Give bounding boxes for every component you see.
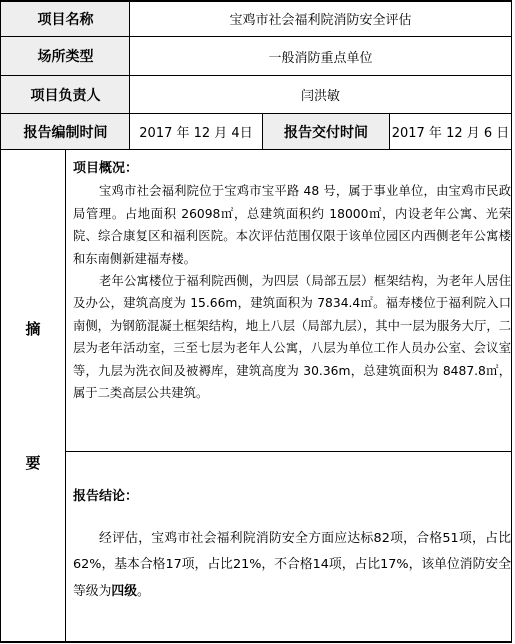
table-border	[0, 75, 512, 76]
table-border	[0, 36, 512, 37]
table-border	[0, 0, 512, 2]
manager-label: 项目负责人	[1, 76, 130, 113]
overview-paragraph-2: 老年公寓楼位于福利院西侧，为四层（局部五层）框架结构，为老年人居住及办公，建筑高度为 15.66m，建筑面积为 7834.4㎡。福寿楼位于福利院入口南侧，为钢筋混凝土框架结构，地上八层（局部九层），其中一层为服务大厅，二层为老年活动室，三至七层为老年人公寓，八层为单位工作人员办公室、会议室等，九层为洗衣间及被褥库，建筑高度为 30.36m，总建筑面积为 8487.8㎡，属于二类高层公共建筑。	[73, 274, 511, 401]
overview-paragraph-1: 宝鸡市社会福利院位于宝鸡市宝平路 48 号，属于事业单位，由宝鸡市民政局管理。占地面积 26098㎡，总建筑面积约 18000㎡，内设老年公寓、光荣院、综合康复区和福利医院。本次评估范围仅限于该单位园区内西侧老年公寓楼和东南侧新建福寿楼。	[73, 184, 511, 266]
safety-grade: 四级	[111, 583, 137, 599]
conclusion-heading: 报告结论：	[73, 489, 139, 504]
compile-time-value: 2017 年 12 月 4日	[139, 126, 253, 141]
site-type-label: 场所类型	[1, 37, 130, 75]
table-border	[0, 641, 512, 643]
table-border	[511, 0, 512, 643]
project-overview	[73, 158, 511, 404]
table-border	[0, 0, 1, 643]
site-type-value: 一般消防重点单位	[268, 50, 373, 66]
table-border	[389, 113, 390, 150]
table-border	[0, 149, 512, 150]
conclusion-end: 。	[136, 583, 150, 599]
table-border	[129, 0, 130, 150]
summary-label-bottom: 要	[25, 454, 41, 472]
table-border	[65, 149, 66, 643]
table-border	[262, 113, 263, 150]
project-name-label: 项目名称	[1, 1, 130, 36]
compile-time-label: 报告编制时间	[1, 114, 130, 149]
project-name-value: 宝鸡市社会福利院消防安全评估	[229, 13, 412, 28]
delivery-time-label: 报告交付时间	[263, 114, 389, 149]
report-conclusion	[73, 484, 511, 605]
conclusion-text: 经评估，宝鸡市社会福利院消防安全方面应达标82项，合格51项，占比62%，基本合格17项，占比21%，不合格14项，占比17%，该单位消防安全等级为	[73, 530, 511, 599]
summary-label-top: 摘	[25, 320, 41, 338]
table-border	[0, 113, 512, 114]
delivery-time-value: 2017 年 12 月 6 日	[391, 126, 510, 141]
overview-heading: 项目概况：	[73, 161, 139, 176]
table-border	[66, 451, 512, 452]
manager-value: 闫洪敏	[300, 89, 340, 104]
conclusion-paragraph	[73, 526, 511, 606]
